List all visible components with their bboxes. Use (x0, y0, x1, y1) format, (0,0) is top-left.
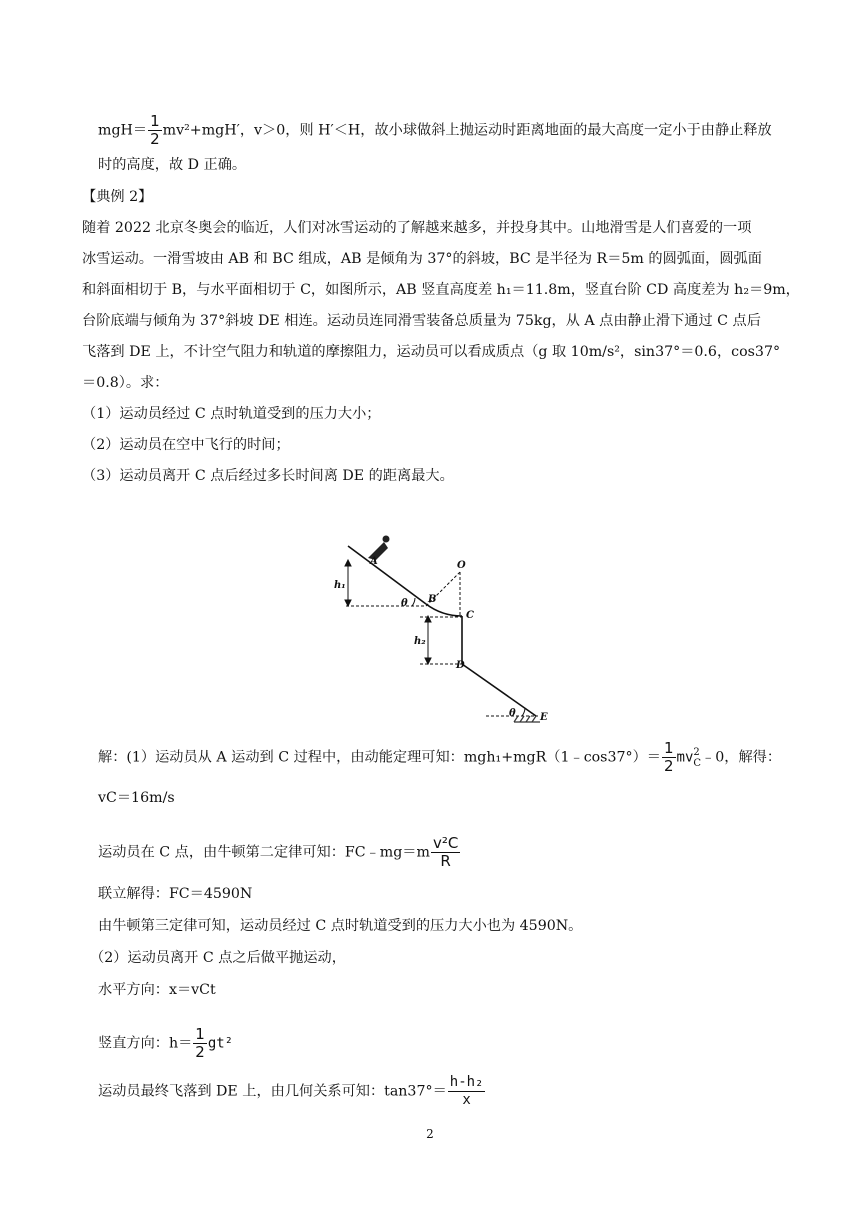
fraction: $\frac{1}{2}$ (150, 112, 160, 148)
example-title: 【典例 2】 (82, 189, 153, 205)
svg-text:θ: θ (509, 708, 516, 719)
svg-text:A: A (370, 556, 378, 567)
svg-text:C: C (466, 610, 474, 621)
solution-line: 运动员最终飞落到 DE 上，由几何关系可知：tan37°＝ $\frac{\text{h-h₂}}{x}$ (98, 1074, 484, 1108)
fraction: $\frac{\text{h-h₂}}{x}$ (449, 1074, 484, 1108)
text-line-energy-conclusion: mgH＝ $\frac{1}{2}$ mv²+mgH′，v＞0，则 H′＜H，故小球做斜上抛运动时距离地面的最大高度一定小于由静止释放 (98, 112, 772, 148)
svg-text:O: O (457, 560, 466, 571)
solution-line: 竖直方向：h＝ $\frac{1}{2}$ gt² (98, 1025, 234, 1061)
solution-line-1: 解：(1）运动员从 A 运动到 C 过程中，由动能定理可知：mgh₁+mgR（1﹣cos37°）＝ $\frac{1}{2}$ mv 2 C ﹣0，解得： (98, 739, 782, 775)
text-line: 时的高度，故 D 正确。 (98, 157, 247, 173)
svg-text:B: B (428, 594, 437, 605)
page-number: 2 (426, 1127, 434, 1141)
svg-text:h₁: h₁ (334, 580, 346, 591)
problem-line: 冰雪运动。一滑雪坡由 AB 和 BC 组成，AB 是倾角为 37°的斜坡，BC 是半径为 R＝5m 的圆弧面，圆弧面 (82, 251, 762, 267)
solution-line: 水平方向：x＝vCt (98, 982, 216, 998)
solution-line: 联立解得：FC＝4590N (98, 886, 253, 902)
solution-line: （2）运动员离开 C 点之后做平抛运动， (90, 950, 346, 966)
problem-line: 随着 2022 北京冬奥会的临近，人们对冰雪运动的了解越来越多，并投身其中。山地滑雪是人们喜爱的一项 (82, 220, 752, 236)
problem-line: 飞落到 DE 上，不计空气阻力和轨道的摩擦阻力，运动员可以看成质点（g 取 10m/s²，sin37°＝0.6，cos37° (82, 344, 781, 360)
svg-text:E: E (540, 712, 548, 723)
question-1: （1）运动员经过 C 点时轨道受到的压力大小； (82, 406, 381, 422)
svg-text:D: D (456, 660, 465, 671)
question-2: （2）运动员在空中飞行的时间； (82, 437, 290, 453)
problem-line: 和斜面相切于 B，与水平面相切于 C，如图所示，AB 竖直高度差 h₁＝11.8m，竖直台阶 CD 高度差为 h₂＝9m， (82, 282, 800, 298)
problem-line: 台阶底端与倾角为 37°斜坡 DE 相连。运动员连同滑雪装备总质量为 75kg，从 A 点由静止滑下通过 C 点后 (82, 313, 761, 329)
ski-slope-diagram (326, 528, 566, 724)
svg-text:h₂: h₂ (414, 636, 426, 647)
svg-text:θ: θ (401, 598, 408, 609)
solution-line: vC＝16m/s (98, 790, 175, 806)
fraction: $\frac{1}{2}$ (664, 739, 674, 775)
solution-line: 运动员在 C 点，由牛顿第二定律可知：FC﹣mg＝m $\frac{\text{v²C}}{R}$ (98, 834, 459, 870)
problem-line: ＝0.8）。求： (82, 375, 169, 391)
fraction: $\frac{\text{v²C}}{R}$ (432, 834, 459, 870)
fraction: $\frac{1}{2}$ (195, 1025, 205, 1061)
solution-line: 由牛顿第三定律可知，运动员经过 C 点时轨道受到的压力大小也为 4590N。 (98, 918, 583, 934)
question-3: （3）运动员离开 C 点后经过多长时间离 DE 的距离最大。 (82, 468, 454, 484)
